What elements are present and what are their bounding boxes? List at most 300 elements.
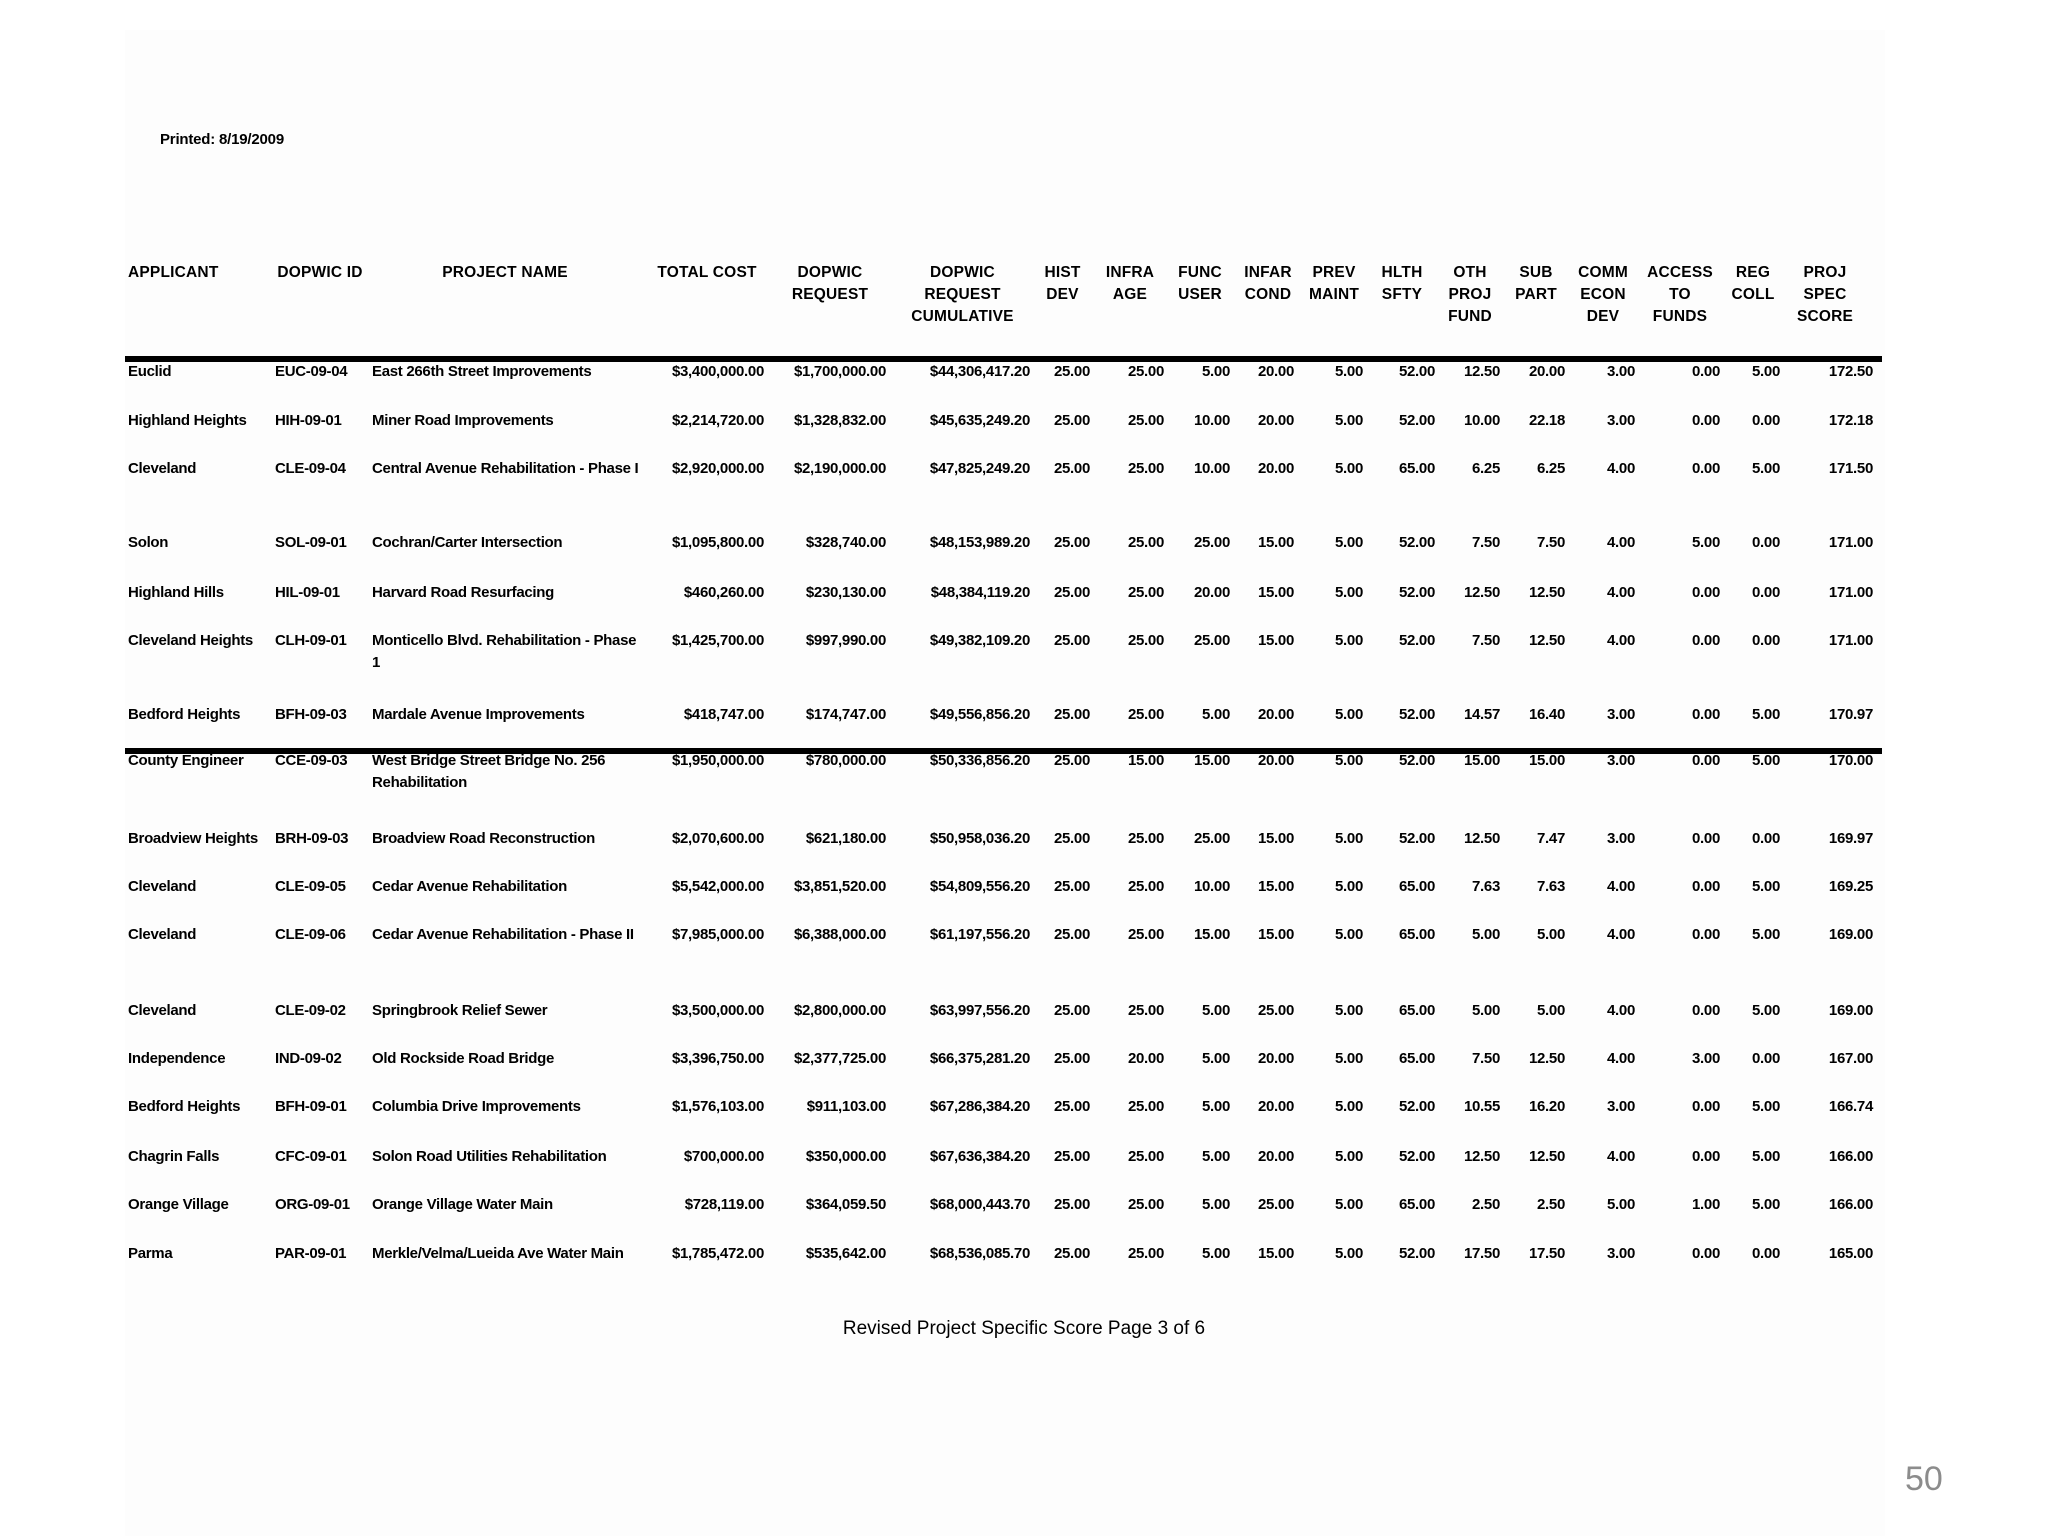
cell-hlth-sfty: 52.00 <box>1398 752 1435 769</box>
column-header-dopwic-id <box>270 262 370 284</box>
cell-access-to-funds: 0.00 <box>1692 878 1720 895</box>
cell-total-cost: $1,950,000.00 <box>671 752 764 769</box>
cell-total-cost: $1,095,800.00 <box>671 534 764 551</box>
cell-dopwic-request: $997,990.00 <box>805 632 886 649</box>
column-header-line: MAINT <box>1308 286 1360 303</box>
column-header-line: OTH <box>1453 264 1487 281</box>
cell-hlth-sfty: 65.00 <box>1398 926 1435 943</box>
cell-reg-coll: 5.00 <box>1752 706 1780 723</box>
cell-comm-econ-dev: 3.00 <box>1607 412 1635 429</box>
cell-dopwic-id: CLE-09-06 <box>275 926 346 943</box>
cell-reg-coll: 0.00 <box>1752 534 1780 551</box>
cell-infar-cond: 15.00 <box>1257 926 1294 943</box>
cell-access-to-funds: 0.00 <box>1692 1098 1720 1115</box>
cell-comm-econ-dev: 3.00 <box>1607 363 1635 380</box>
cell-infra-age: 20.00 <box>1127 1050 1164 1067</box>
cell-infar-cond: 15.00 <box>1257 878 1294 895</box>
cell-oth-proj-fund: 7.50 <box>1472 534 1500 551</box>
cell-dopwic-cumulative: $68,536,085.70 <box>929 1245 1030 1262</box>
cell-dopwic-id: CLE-09-04 <box>275 460 346 477</box>
cell-proj-spec-score: 172.50 <box>1828 363 1873 380</box>
cell-func-user: 5.00 <box>1202 1196 1230 1213</box>
cell-total-cost: $1,785,472.00 <box>671 1245 764 1262</box>
cell-reg-coll: 5.00 <box>1752 363 1780 380</box>
cell-infra-age: 25.00 <box>1127 632 1164 649</box>
cell-dopwic-request: $780,000.00 <box>805 752 886 769</box>
cell-proj-spec-score: 166.74 <box>1828 1098 1873 1115</box>
cell-total-cost: $3,396,750.00 <box>671 1050 764 1067</box>
cell-hlth-sfty: 52.00 <box>1398 706 1435 723</box>
cell-oth-proj-fund: 10.00 <box>1463 412 1500 429</box>
cell-prev-maint: 5.00 <box>1335 534 1363 551</box>
cell-hlth-sfty: 52.00 <box>1398 1245 1435 1262</box>
cell-sub-part: 15.00 <box>1528 752 1565 769</box>
cell-comm-econ-dev: 3.00 <box>1607 706 1635 723</box>
column-header-line: ECON <box>1580 286 1626 303</box>
cell-comm-econ-dev: 4.00 <box>1607 926 1635 943</box>
cell-dopwic-cumulative: $61,197,556.20 <box>929 926 1030 943</box>
cell-applicant: Orange Village <box>128 1196 229 1213</box>
column-header-line: ACCESS <box>1647 264 1713 281</box>
column-header-infar-cond <box>1235 262 1301 306</box>
column-header-line: REG <box>1735 264 1771 281</box>
cell-oth-proj-fund: 5.00 <box>1472 926 1500 943</box>
cell-sub-part: 22.18 <box>1528 412 1565 429</box>
cell-func-user: 15.00 <box>1193 926 1230 943</box>
cell-project-name: Cedar Avenue Rehabilitation - Phase II <box>372 926 634 943</box>
cell-dopwic-id: HIL-09-01 <box>275 584 340 601</box>
column-header-proj-spec-score <box>1790 262 1860 328</box>
column-header-line: APPLICANT <box>128 264 219 281</box>
cell-dopwic-cumulative: $67,286,384.20 <box>929 1098 1030 1115</box>
column-header-total-cost <box>648 262 766 284</box>
cell-prev-maint: 5.00 <box>1335 412 1363 429</box>
cell-infra-age: 25.00 <box>1127 584 1164 601</box>
cell-total-cost: $2,920,000.00 <box>671 460 764 477</box>
cell-applicant: Bedford Heights <box>128 1098 241 1115</box>
cell-reg-coll: 5.00 <box>1752 752 1780 769</box>
cell-hist-dev: 25.00 <box>1053 1002 1090 1019</box>
slide-number: 50 <box>1905 1460 1943 1498</box>
cell-prev-maint: 5.00 <box>1335 460 1363 477</box>
column-header-hlth-sfty <box>1373 262 1431 306</box>
column-header-line: SCORE <box>1796 308 1854 325</box>
cell-applicant: Solon <box>128 534 169 551</box>
cell-oth-proj-fund: 14.57 <box>1463 706 1500 723</box>
cell-hist-dev: 25.00 <box>1053 752 1090 769</box>
cell-hist-dev: 25.00 <box>1053 632 1090 649</box>
cell-hlth-sfty: 65.00 <box>1398 1002 1435 1019</box>
cell-dopwic-cumulative: $48,153,989.20 <box>929 534 1030 551</box>
cell-reg-coll: 0.00 <box>1752 1245 1780 1262</box>
cell-sub-part: 12.50 <box>1528 1148 1565 1165</box>
cell-prev-maint: 5.00 <box>1335 584 1363 601</box>
cell-comm-econ-dev: 3.00 <box>1607 1245 1635 1262</box>
cell-infar-cond: 15.00 <box>1257 632 1294 649</box>
cell-dopwic-request: $364,059.50 <box>805 1196 886 1213</box>
cell-oth-proj-fund: 12.50 <box>1463 584 1500 601</box>
cell-project-name: Mardale Avenue Improvements <box>372 706 585 723</box>
cell-project-name: Old Rockside Road Bridge <box>372 1050 554 1067</box>
cell-reg-coll: 5.00 <box>1752 1098 1780 1115</box>
printed-date: Printed: 8/19/2009 <box>160 131 284 148</box>
cell-prev-maint: 5.00 <box>1335 632 1363 649</box>
cell-total-cost: $2,214,720.00 <box>671 412 764 429</box>
cell-oth-proj-fund: 5.00 <box>1472 1002 1500 1019</box>
column-header-line: DOPWIC ID <box>277 264 363 281</box>
cell-func-user: 10.00 <box>1193 412 1230 429</box>
cell-infra-age: 25.00 <box>1127 1148 1164 1165</box>
cell-access-to-funds: 0.00 <box>1692 1148 1720 1165</box>
cell-reg-coll: 5.00 <box>1752 1196 1780 1213</box>
cell-dopwic-cumulative: $54,809,556.20 <box>929 878 1030 895</box>
cell-dopwic-request: $535,642.00 <box>805 1245 886 1262</box>
cell-total-cost: $1,576,103.00 <box>671 1098 764 1115</box>
cell-oth-proj-fund: 7.50 <box>1472 1050 1500 1067</box>
cell-proj-spec-score: 171.00 <box>1828 632 1873 649</box>
column-header-infra-age <box>1100 262 1160 306</box>
cell-hist-dev: 25.00 <box>1053 706 1090 723</box>
cell-prev-maint: 5.00 <box>1335 1148 1363 1165</box>
cell-dopwic-cumulative: $50,336,856.20 <box>929 752 1030 769</box>
cell-dopwic-cumulative: $48,384,119.20 <box>930 584 1030 601</box>
cell-total-cost: $460,260.00 <box>683 584 764 601</box>
cell-reg-coll: 0.00 <box>1752 412 1780 429</box>
cell-func-user: 25.00 <box>1193 534 1230 551</box>
cell-total-cost: $5,542,000.00 <box>671 878 764 895</box>
cell-access-to-funds: 0.00 <box>1692 412 1720 429</box>
cell-infar-cond: 15.00 <box>1257 534 1294 551</box>
column-header-project-name <box>430 262 580 284</box>
cell-applicant: Parma <box>128 1245 173 1262</box>
cell-sub-part: 20.00 <box>1528 363 1565 380</box>
cell-infra-age: 25.00 <box>1127 363 1164 380</box>
cell-prev-maint: 5.00 <box>1335 1245 1363 1262</box>
cell-infar-cond: 25.00 <box>1257 1002 1294 1019</box>
cell-sub-part: 7.63 <box>1537 878 1565 895</box>
cell-func-user: 10.00 <box>1193 878 1230 895</box>
column-header-hist-dev <box>1035 262 1090 306</box>
cell-applicant: Highland Hills <box>128 584 224 601</box>
column-header-line: COND <box>1244 286 1292 303</box>
column-header-line: PROJECT NAME <box>442 264 568 281</box>
cell-prev-maint: 5.00 <box>1335 926 1363 943</box>
cell-applicant: Highland Heights <box>128 412 247 429</box>
cell-hlth-sfty: 52.00 <box>1398 1098 1435 1115</box>
cell-infar-cond: 20.00 <box>1257 363 1294 380</box>
cell-project-name: Broadview Road Reconstruction <box>372 830 596 847</box>
column-header-line: TOTAL COST <box>657 264 757 281</box>
cell-dopwic-cumulative: $49,382,109.20 <box>929 632 1030 649</box>
cell-hist-dev: 25.00 <box>1053 1196 1090 1213</box>
column-header-line: SUB <box>1519 264 1553 281</box>
cell-oth-proj-fund: 12.50 <box>1463 1148 1500 1165</box>
cell-oth-proj-fund: 6.25 <box>1472 460 1500 477</box>
cell-hist-dev: 25.00 <box>1053 878 1090 895</box>
cell-dopwic-id: CLE-09-05 <box>275 878 346 895</box>
cell-proj-spec-score: 167.00 <box>1828 1050 1873 1067</box>
cell-applicant: Cleveland <box>128 460 197 477</box>
cell-hlth-sfty: 52.00 <box>1398 830 1435 847</box>
cell-dopwic-request: $230,130.00 <box>805 584 886 601</box>
cell-hist-dev: 25.00 <box>1053 460 1090 477</box>
column-header-line: USER <box>1178 286 1222 303</box>
cell-proj-spec-score: 165.00 <box>1828 1245 1873 1262</box>
cell-applicant: Cleveland <box>128 1002 197 1019</box>
cell-dopwic-request: $2,190,000.00 <box>793 460 886 477</box>
cell-func-user: 5.00 <box>1202 1050 1230 1067</box>
cell-proj-spec-score: 170.97 <box>1828 706 1873 723</box>
cell-dopwic-cumulative: $49,556,856.20 <box>929 706 1030 723</box>
cell-access-to-funds: 5.00 <box>1692 534 1720 551</box>
cell-oth-proj-fund: 7.63 <box>1472 878 1500 895</box>
cell-applicant: Broadview Heights <box>128 830 258 847</box>
cell-hist-dev: 25.00 <box>1053 412 1090 429</box>
cell-dopwic-cumulative: $50,958,036.20 <box>929 830 1030 847</box>
cell-dopwic-id: CCE-09-03 <box>275 752 348 769</box>
cell-hist-dev: 25.00 <box>1053 926 1090 943</box>
cell-hist-dev: 25.00 <box>1053 830 1090 847</box>
cell-comm-econ-dev: 4.00 <box>1607 1002 1635 1019</box>
cell-total-cost: $2,070,600.00 <box>671 830 764 847</box>
cell-infra-age: 25.00 <box>1127 878 1164 895</box>
cell-proj-spec-score: 169.00 <box>1828 926 1873 943</box>
cell-project-name: Monticello Blvd. Rehabilitation - Phase 1 <box>372 632 637 671</box>
cell-dopwic-id: CFC-09-01 <box>275 1148 347 1165</box>
column-header-line: FUND <box>1448 308 1492 325</box>
cell-infra-age: 25.00 <box>1127 1002 1164 1019</box>
column-header-line: REQUEST <box>791 286 869 303</box>
cell-func-user: 5.00 <box>1202 1245 1230 1262</box>
column-header-dopwic-cumulative <box>895 262 1030 328</box>
cell-infar-cond: 20.00 <box>1257 706 1294 723</box>
cell-proj-spec-score: 171.00 <box>1828 584 1873 601</box>
cell-total-cost: $728,119.00 <box>684 1196 764 1213</box>
cell-proj-spec-score: 166.00 <box>1828 1196 1873 1213</box>
cell-hist-dev: 25.00 <box>1053 1245 1090 1262</box>
cell-reg-coll: 5.00 <box>1752 460 1780 477</box>
cell-hlth-sfty: 52.00 <box>1398 1148 1435 1165</box>
cell-sub-part: 6.25 <box>1537 460 1565 477</box>
cell-comm-econ-dev: 4.00 <box>1607 1148 1635 1165</box>
cell-dopwic-cumulative: $47,825,249.20 <box>929 460 1030 477</box>
cell-dopwic-id: ORG-09-01 <box>275 1196 350 1213</box>
cell-func-user: 15.00 <box>1193 752 1230 769</box>
cell-prev-maint: 5.00 <box>1335 752 1363 769</box>
cell-reg-coll: 0.00 <box>1752 830 1780 847</box>
cell-comm-econ-dev: 4.00 <box>1607 534 1635 551</box>
cell-access-to-funds: 0.00 <box>1692 926 1720 943</box>
cell-func-user: 5.00 <box>1202 1098 1230 1115</box>
cell-dopwic-cumulative: $63,997,556.20 <box>929 1002 1030 1019</box>
column-header-line: COLL <box>1731 286 1775 303</box>
cell-project-name: Orange Village Water Main <box>372 1196 553 1213</box>
cell-access-to-funds: 0.00 <box>1692 706 1720 723</box>
column-header-line: FUNC <box>1178 264 1222 281</box>
cell-sub-part: 12.50 <box>1528 584 1565 601</box>
cell-sub-part: 7.50 <box>1537 534 1565 551</box>
cell-hlth-sfty: 65.00 <box>1398 1196 1435 1213</box>
cell-infra-age: 25.00 <box>1127 1245 1164 1262</box>
cell-infar-cond: 20.00 <box>1257 1098 1294 1115</box>
cell-reg-coll: 5.00 <box>1752 878 1780 895</box>
cell-project-name: Solon Road Utilities Rehabilitation <box>372 1148 607 1165</box>
cell-access-to-funds: 0.00 <box>1692 632 1720 649</box>
cell-dopwic-id: IND-09-02 <box>275 1050 342 1067</box>
cell-applicant: Independence <box>128 1050 226 1067</box>
column-header-dopwic-request <box>775 262 885 306</box>
cell-applicant: Cleveland Heights <box>128 632 253 649</box>
cell-prev-maint: 5.00 <box>1335 706 1363 723</box>
cell-dopwic-request: $2,800,000.00 <box>793 1002 886 1019</box>
column-header-sub-part <box>1506 262 1566 306</box>
cell-infar-cond: 20.00 <box>1257 412 1294 429</box>
cell-proj-spec-score: 171.50 <box>1828 460 1873 477</box>
cell-access-to-funds: 0.00 <box>1692 830 1720 847</box>
cell-hlth-sfty: 52.00 <box>1398 363 1435 380</box>
cell-hist-dev: 25.00 <box>1053 363 1090 380</box>
cell-total-cost: $7,985,000.00 <box>671 926 764 943</box>
cell-infar-cond: 20.00 <box>1257 460 1294 477</box>
cell-func-user: 25.00 <box>1193 632 1230 649</box>
cell-dopwic-id: SOL-09-01 <box>275 534 347 551</box>
cell-dopwic-request: $6,388,000.00 <box>793 926 886 943</box>
cell-dopwic-request: $2,377,725.00 <box>793 1050 886 1067</box>
column-header-line: HIST <box>1044 264 1081 281</box>
cell-prev-maint: 5.00 <box>1335 878 1363 895</box>
cell-comm-econ-dev: 3.00 <box>1607 752 1635 769</box>
table-row <box>0 750 2048 810</box>
cell-dopwic-request: $1,700,000.00 <box>793 363 886 380</box>
cell-oth-proj-fund: 2.50 <box>1472 1196 1500 1213</box>
cell-sub-part: 16.40 <box>1528 706 1565 723</box>
cell-func-user: 5.00 <box>1202 1002 1230 1019</box>
column-header-line: PART <box>1515 286 1557 303</box>
cell-prev-maint: 5.00 <box>1335 830 1363 847</box>
column-header-func-user <box>1170 262 1230 306</box>
cell-proj-spec-score: 172.18 <box>1828 412 1873 429</box>
column-header-line: PROJ <box>1448 286 1492 303</box>
cell-comm-econ-dev: 4.00 <box>1607 632 1635 649</box>
cell-prev-maint: 5.00 <box>1335 1050 1363 1067</box>
cell-func-user: 5.00 <box>1202 706 1230 723</box>
column-header-comm-econ-dev <box>1570 262 1636 328</box>
cell-hist-dev: 25.00 <box>1053 584 1090 601</box>
cell-infra-age: 25.00 <box>1127 830 1164 847</box>
cell-dopwic-cumulative: $67,636,384.20 <box>929 1148 1030 1165</box>
cell-dopwic-request: $911,103.00 <box>806 1098 886 1115</box>
cell-dopwic-request: $174,747.00 <box>805 706 886 723</box>
cell-dopwic-id: BFH-09-01 <box>275 1098 347 1115</box>
cell-total-cost: $1,425,700.00 <box>671 632 764 649</box>
column-header-line: DOPWIC <box>797 264 863 281</box>
cell-prev-maint: 5.00 <box>1335 363 1363 380</box>
cell-applicant: Chagrin Falls <box>128 1148 220 1165</box>
cell-dopwic-id: BRH-09-03 <box>275 830 349 847</box>
cell-reg-coll: 5.00 <box>1752 1002 1780 1019</box>
cell-infra-age: 25.00 <box>1127 706 1164 723</box>
cell-dopwic-id: BFH-09-03 <box>275 706 347 723</box>
column-header-line: TO <box>1669 286 1691 303</box>
cell-hlth-sfty: 65.00 <box>1398 878 1435 895</box>
cell-access-to-funds: 3.00 <box>1692 1050 1720 1067</box>
cell-hlth-sfty: 52.00 <box>1398 632 1435 649</box>
cell-sub-part: 5.00 <box>1537 926 1565 943</box>
cell-hist-dev: 25.00 <box>1053 1050 1090 1067</box>
cell-comm-econ-dev: 4.00 <box>1607 1050 1635 1067</box>
cell-hist-dev: 25.00 <box>1053 1098 1090 1115</box>
cell-reg-coll: 0.00 <box>1752 632 1780 649</box>
cell-proj-spec-score: 166.00 <box>1828 1148 1873 1165</box>
column-header-line: HLTH <box>1381 264 1423 281</box>
cell-dopwic-cumulative: $44,306,417.20 <box>929 363 1030 380</box>
column-header-line: FUNDS <box>1652 308 1708 325</box>
cell-applicant: Bedford Heights <box>128 706 241 723</box>
cell-infra-age: 25.00 <box>1127 460 1164 477</box>
column-header-line: DEV <box>1586 308 1620 325</box>
column-header-applicant <box>128 262 238 284</box>
table-row <box>0 458 2048 518</box>
cell-dopwic-id: PAR-09-01 <box>275 1245 347 1262</box>
cell-dopwic-cumulative: $45,635,249.20 <box>929 412 1030 429</box>
cell-comm-econ-dev: 4.00 <box>1607 460 1635 477</box>
cell-func-user: 10.00 <box>1193 460 1230 477</box>
cell-oth-proj-fund: 12.50 <box>1463 830 1500 847</box>
cell-project-name: Cedar Avenue Rehabilitation <box>372 878 567 895</box>
cell-project-name: Central Avenue Rehabilitation - Phase I <box>372 460 639 477</box>
cell-total-cost: $3,400,000.00 <box>671 363 764 380</box>
cell-comm-econ-dev: 5.00 <box>1607 1196 1635 1213</box>
cell-reg-coll: 5.00 <box>1752 1148 1780 1165</box>
cell-infar-cond: 20.00 <box>1257 1148 1294 1165</box>
cell-prev-maint: 5.00 <box>1335 1196 1363 1213</box>
cell-comm-econ-dev: 3.00 <box>1607 830 1635 847</box>
cell-infra-age: 15.00 <box>1127 752 1164 769</box>
cell-access-to-funds: 0.00 <box>1692 363 1720 380</box>
cell-func-user: 5.00 <box>1202 363 1230 380</box>
column-header-line: INFAR <box>1244 264 1292 281</box>
cell-oth-proj-fund: 12.50 <box>1463 363 1500 380</box>
cell-infra-age: 25.00 <box>1127 534 1164 551</box>
cell-applicant: Cleveland <box>128 878 197 895</box>
cell-oth-proj-fund: 7.50 <box>1472 632 1500 649</box>
cell-sub-part: 5.00 <box>1537 1002 1565 1019</box>
column-header-line: AGE <box>1112 286 1148 303</box>
table-row <box>0 924 2048 984</box>
cell-dopwic-id: CLH-09-01 <box>275 632 347 649</box>
table-row <box>0 1243 2048 1303</box>
cell-prev-maint: 5.00 <box>1335 1002 1363 1019</box>
cell-proj-spec-score: 171.00 <box>1828 534 1873 551</box>
cell-hlth-sfty: 65.00 <box>1398 1050 1435 1067</box>
column-header-line: PROJ <box>1803 264 1847 281</box>
cell-sub-part: 12.50 <box>1528 1050 1565 1067</box>
cell-dopwic-request: $3,851,520.00 <box>793 878 886 895</box>
cell-hlth-sfty: 52.00 <box>1398 534 1435 551</box>
cell-sub-part: 17.50 <box>1528 1245 1565 1262</box>
column-header-line: DOPWIC <box>930 264 995 281</box>
cell-project-name: Miner Road Improvements <box>372 412 554 429</box>
cell-sub-part: 16.20 <box>1528 1098 1565 1115</box>
cell-project-name: East 266th Street Improvements <box>372 363 592 380</box>
cell-prev-maint: 5.00 <box>1335 1098 1363 1115</box>
cell-func-user: 25.00 <box>1193 830 1230 847</box>
cell-dopwic-request: $350,000.00 <box>805 1148 886 1165</box>
cell-infra-age: 25.00 <box>1127 412 1164 429</box>
cell-sub-part: 7.47 <box>1537 830 1565 847</box>
cell-access-to-funds: 0.00 <box>1692 752 1720 769</box>
cell-infar-cond: 15.00 <box>1257 1245 1294 1262</box>
